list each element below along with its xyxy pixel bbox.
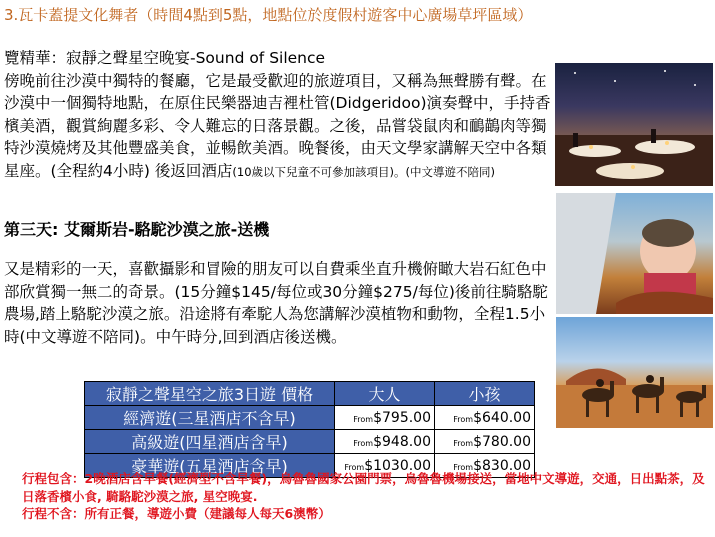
price-table-header-child: 小孩 (435, 382, 535, 406)
from-label: From (353, 414, 374, 424)
camel-trek-photo (556, 317, 713, 428)
tour-class-label: 高級遊(四星酒店含早) (85, 430, 335, 454)
section-header: 3.瓦卡蓋提文化舞者（時間4點到5點，地點位於度假村遊客中心廣場草坪區域） (4, 6, 533, 24)
dinner-description-note: (10歲以下兒童不可參加該項目)。(中文導遊不陪同) (232, 164, 495, 179)
adult-price-cell (335, 406, 435, 430)
from-label: From (353, 438, 374, 448)
tour-class-label: 豪華遊(五星酒店含早) (85, 454, 335, 478)
itinerary-notes (22, 470, 707, 523)
dinner-description-text: 覽精華：寂靜之聲星空晚宴-Sound of Silence 傍晚前往沙漠中獨特的餐廳，它是最受歡迎的旅遊項目，又稱為無聲勝有聲。在沙漠中一個獨特地點，在原住民樂器迪吉裡杜管(Didgeridoo)演奏聲中，手持香檳美酒，觀賞絢麗多彩、令人難忘的日落景觀。之後，品嘗袋鼠肉和鴯鶓肉等獨特沙漠燒烤及其他豐盛美食，並暢飲美酒。晚餐後，由天文學家講解天空中各類星座。(全程約4小時) 後返回酒店 (4, 49, 551, 180)
helicopter-illustration (556, 193, 713, 314)
from-label: From (453, 414, 474, 424)
table-row (85, 406, 535, 430)
adult-price: $948.00 (373, 433, 431, 450)
evening-dinner-description (4, 47, 556, 183)
from-label: From (453, 462, 474, 472)
child-price-cell (435, 430, 535, 454)
adult-price-cell (335, 430, 435, 454)
from-label: From (344, 462, 365, 472)
itinerary-includes: 行程包含：2晚酒店含早餐(經濟型不含早餐)，烏魯魯國家公園門票，烏魯魯機場接送，當地中文導遊，交通，日出點茶，及日落香檳小食, 騎駱駝沙漠之旅, 星空晚宴. (22, 471, 705, 504)
child-price: $780.00 (473, 433, 531, 450)
helicopter-uluru-photo (556, 193, 713, 314)
adult-price: $795.00 (373, 409, 431, 426)
day3-title: 第三天: 艾爾斯岩-駱駝沙漠之旅-送機 (4, 220, 270, 239)
desert-dinner-illustration (555, 63, 713, 186)
from-label: From (453, 438, 474, 448)
desert-dinner-photo (555, 63, 713, 186)
tour-class-label: 經濟遊(三星酒店不含早) (85, 406, 335, 430)
camel-illustration (556, 317, 713, 428)
table-row (85, 430, 535, 454)
day3-description: 又是精彩的一天，喜歡攝影和冒險的朋友可以自費乘坐直升機俯瞰大岩石紅色中部欣賞獨一無二的奇景。(15分鐘$145/每位或30分鐘$275/每位)後前往騎駱駝農場,踏上駱駝沙漠之旅。沿途將有牽駝人為您講解沙漠植物和動物，全程1.5小時(中文導遊不陪同)。中午時分,回到酒店後送機。 (4, 260, 548, 346)
child-price: $640.00 (473, 409, 531, 426)
adult-price: $1030.00 (364, 457, 431, 474)
child-price: $830.00 (473, 457, 531, 474)
itinerary-excludes: 行程不含：所有正餐，導遊小費（建議每人每天6澳幣） (22, 506, 331, 521)
price-table (84, 381, 535, 478)
price-table-header-row (85, 382, 535, 406)
child-price-cell (435, 406, 535, 430)
price-table-header-tour: 寂靜之聲星空之旅3日遊 價格 (85, 382, 335, 406)
price-table-header-adult: 大人 (335, 382, 435, 406)
